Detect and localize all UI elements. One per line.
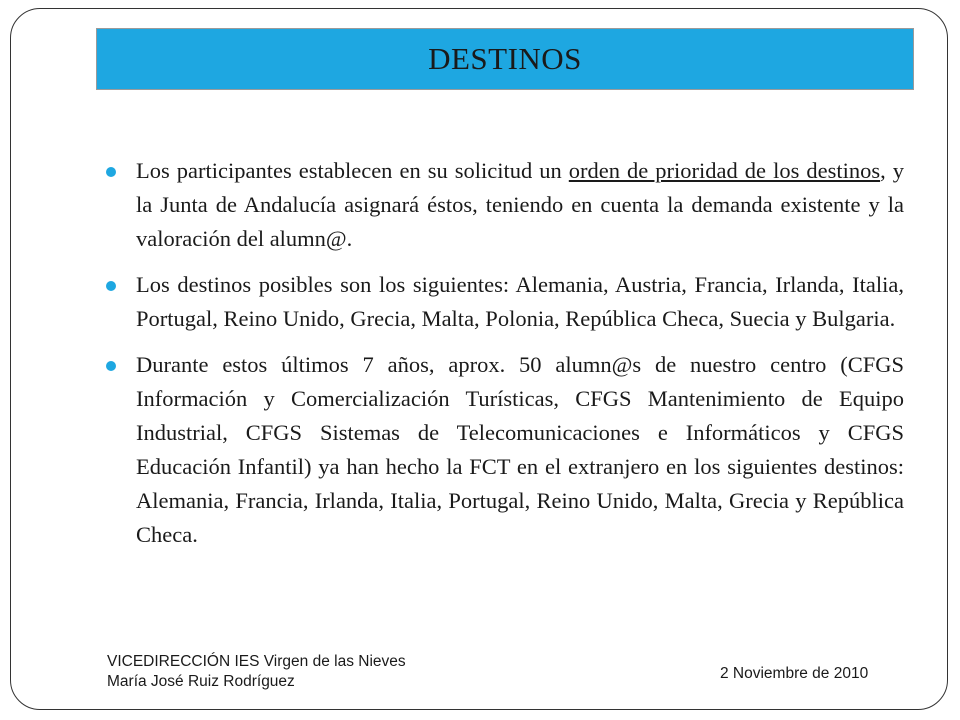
footer-department: VICEDIRECCIÓN IES Virgen de las Nieves — [107, 653, 406, 670]
bullet-text-after: , y la Junta de Andalucía asignará éstos, teniendo en cuenta la demanda existente y la valoración del alumn@. — [136, 158, 905, 251]
title-bar — [96, 28, 914, 90]
bullet-item — [106, 268, 904, 336]
slide-title: DESTINOS — [428, 41, 582, 76]
bullet-dot-icon — [106, 361, 116, 371]
bullet-text: Durante estos últimos 7 años, aprox. 50 alumn@s de nuestro centro (CFGS Información y Comercialización Turísticas, CFGS Mantenimiento de Equipo Industrial, CFGS Sistemas de Telecomunicaciones e Informáticos y CFGS Educación Infantil) ya han hecho la FCT en el extranjero en los siguientes destinos: Alemania, Francia, Irlanda, Italia, Portugal, Reino Unido, Malta, Grecia y República Checa. — [136, 352, 904, 547]
bullet-item — [106, 348, 904, 552]
footer-date: 2 Noviembre de 2010 — [720, 665, 869, 682]
bullet-item — [106, 154, 904, 256]
footer-name: María José Ruiz Rodríguez — [107, 673, 295, 690]
slide-content — [106, 154, 904, 564]
footer-author — [107, 652, 406, 692]
bullet-dot-icon — [106, 281, 116, 291]
underlined-phrase: orden de prioridad de los destinos — [568, 158, 881, 183]
bullet-text: Los destinos posibles son los siguientes: Alemania, Austria, Francia, Irlanda, Italia, Portugal, Reino Unido, Grecia, Malta, Polonia, República Checa, Suecia y Bulgaria. — [136, 272, 904, 331]
bullet-dot-icon — [106, 167, 116, 177]
bullet-text-before: Los participantes establecen en su solicitud un — [136, 158, 569, 183]
